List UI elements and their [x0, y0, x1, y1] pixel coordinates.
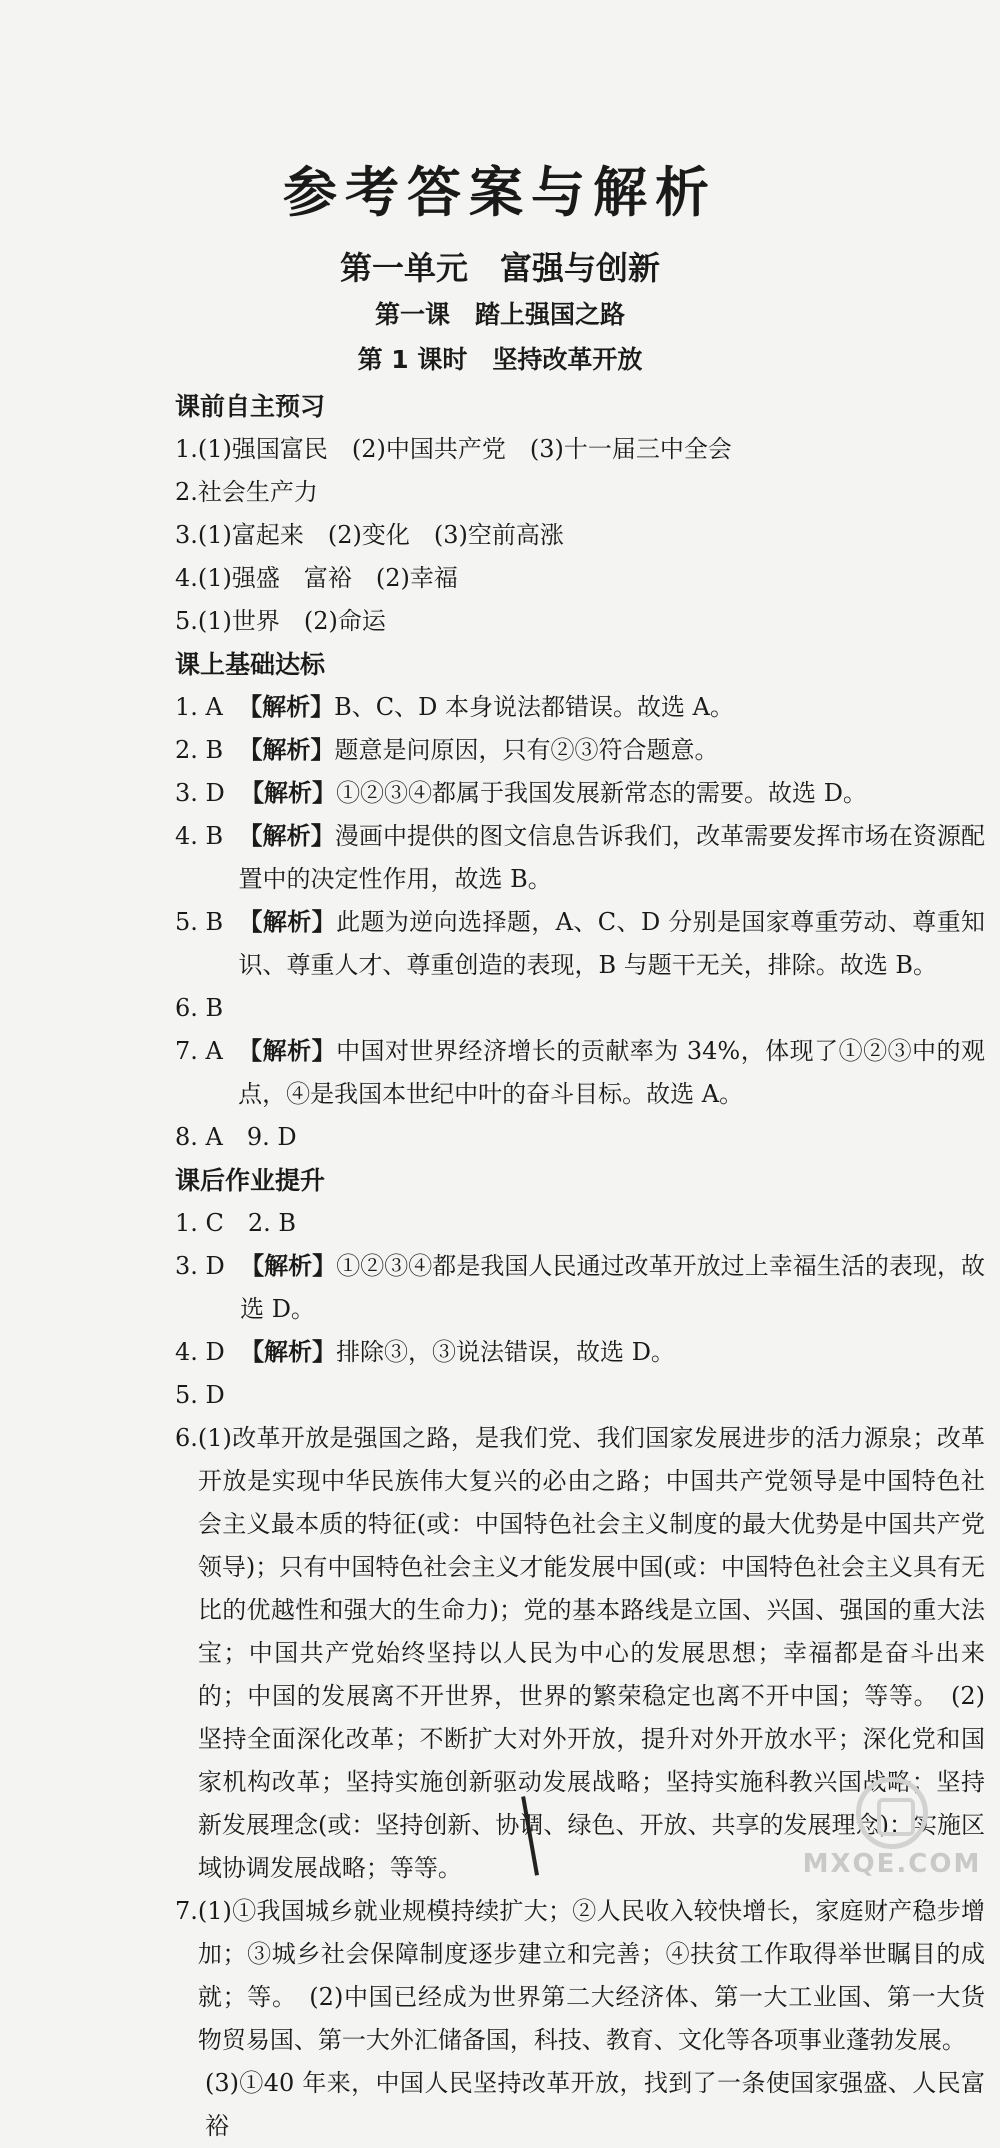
- item-number: 6.: [175, 1424, 198, 1452]
- item-continuation: (3)①40 年来，中国人民坚持改革开放，找到了一条使国家强盛、人民富裕: [205, 2069, 985, 2140]
- list-item: [175, 729, 985, 772]
- analysis-text: 中国对世界经济增长的贡献率为 34%，体现了①②③中的观点，④是我国本世纪中叶的奋斗目标。故选 A。: [238, 1037, 985, 1108]
- item-text: [238, 901, 985, 987]
- item-number: [175, 1202, 296, 1245]
- item-index: 4.: [175, 822, 198, 850]
- item-text: [240, 1245, 985, 1331]
- section-title-class: 课上基础达标: [175, 650, 326, 679]
- item-index: 4.: [175, 1338, 198, 1366]
- list-item: [175, 600, 985, 643]
- item-text: [240, 1331, 985, 1374]
- item-number: 5.: [175, 607, 198, 635]
- list-item: [175, 901, 985, 987]
- item-index: 3.: [175, 1252, 198, 1280]
- list-item: [175, 1116, 985, 1159]
- item-answer: B: [205, 822, 224, 850]
- list-item: [175, 1030, 985, 1116]
- analysis-text: B、C、D 本身说法都错误。故选 A。: [334, 693, 734, 721]
- item-text: (1)富起来 (2)变化 (3)空前高涨: [197, 521, 564, 549]
- item-index: 5.: [175, 908, 198, 936]
- item-text: (1)世界 (2)命运: [197, 607, 386, 635]
- item-number: 3.: [175, 521, 198, 549]
- watermark: [802, 1777, 982, 1879]
- analysis-tag: 【解析】: [238, 693, 335, 721]
- item-answer: D: [205, 1381, 225, 1409]
- watermark-logo-icon: [856, 1777, 928, 1849]
- item-index: 3.: [175, 779, 198, 807]
- item-index: 6.: [175, 994, 198, 1022]
- item-number: [175, 1030, 238, 1116]
- item-index: 8.: [175, 1123, 198, 1151]
- analysis-tag: 【解析】: [238, 822, 335, 850]
- item-text: [238, 1030, 985, 1116]
- analysis-text: ①②③④都属于我国发展新常态的需要。故选 D。: [336, 779, 867, 807]
- item-number: 2.: [175, 478, 198, 506]
- item-index: 1.: [175, 693, 198, 721]
- item-answer: B: [205, 908, 224, 936]
- item-number: [175, 1331, 240, 1374]
- item-number: 1.: [175, 435, 198, 463]
- analysis-text: 漫画中提供的图文信息告诉我们，改革需要发挥市场在资源配置中的决定性作用，故选 B。: [238, 822, 986, 893]
- answer-content: [175, 385, 985, 2148]
- period-heading: 第 1 课时 坚持改革开放: [357, 345, 643, 374]
- item-text: (1)强盛 富裕 (2)幸福: [197, 564, 458, 592]
- item-text: (1)强国富民 (2)中国共产党 (3)十一届三中全会: [197, 435, 732, 463]
- item-number: [175, 1374, 225, 1417]
- analysis-text: 此题为逆向选择题，A、C、D 分别是国家尊重劳动、尊重知识、尊重人才、尊重创造的表现，B 与题干无关，排除。故选 B。: [238, 908, 985, 979]
- list-item: [175, 1890, 985, 2062]
- item-text: (1)①我国城乡就业规模持续扩大；②人民收入较快增长，家庭财产稳步增加；③城乡社会保障制度逐步建立和完善；④扶贫工作取得举世瞩目的成就；等。 (2)中国已经成为世界第二大经济体、第一大工业国、第一大货物贸易国、第一大外汇储备国，科技、教育、文化等各项事业蓬勃发展。: [197, 1897, 985, 2054]
- item-text: [240, 772, 985, 815]
- analysis-tag: 【解析】: [240, 779, 337, 807]
- analysis-text: 排除③，③说法错误，故选 D。: [336, 1338, 675, 1366]
- item-number: [175, 772, 240, 815]
- list-item: [175, 987, 985, 1030]
- list-item: [175, 471, 985, 514]
- list-item: [175, 1245, 985, 1331]
- item-text: [238, 815, 985, 901]
- list-item: [175, 514, 985, 557]
- unit-heading: 第一单元 富强与创新: [339, 249, 660, 287]
- item-number: [175, 901, 238, 987]
- item-answer: A 9. D: [205, 1123, 297, 1151]
- item-text: [238, 729, 985, 772]
- page-title: 参考答案与解析: [283, 161, 717, 224]
- list-item: [175, 686, 985, 729]
- list-item: [175, 815, 985, 901]
- item-number: [175, 686, 238, 729]
- item-index: 7.: [175, 1037, 198, 1065]
- item-number: [175, 815, 238, 901]
- item-number: 7.: [175, 1897, 198, 1925]
- analysis-text: 题意是问原因，只有②③符合题意。: [334, 736, 719, 764]
- analysis-tag: 【解析】: [240, 1338, 337, 1366]
- watermark-text: MXQE.COM: [802, 1849, 982, 1879]
- item-index: 5.: [175, 1381, 198, 1409]
- analysis-text: ①②③④都是我国人民通过改革开放过上幸福生活的表现，故选 D。: [240, 1252, 985, 1323]
- item-answer: A: [205, 1037, 223, 1065]
- list-item: [175, 1202, 985, 1245]
- item-answer: D: [205, 1338, 225, 1366]
- list-item: [175, 428, 985, 471]
- item-answer: D: [205, 779, 225, 807]
- list-item: [175, 772, 985, 815]
- item-index: 1.: [175, 1209, 198, 1237]
- list-item: [175, 557, 985, 600]
- item-text: (1)改革开放是强国之路，是我们党、我们国家发展进步的活力源泉；改革开放是实现中华民族伟大复兴的必由之路；中国共产党领导是中国特色社会主义最本质的特征(或：中国特色社会主义制度的最大优势是中国共产党领导)；只有中国特色社会主义才能发展中国(或：中国特色社会主义具有无比的优越性和强大的生命力)；党的基本路线是立国、兴国、强国的重大法宝；中国共产党始终坚持以人民为中心的发展思想；幸福都是奋斗出来的；中国的发展离不开世界，世界的繁荣稳定也离不开中国；等等。 (2)坚持全面深化改革；不断扩大对外开放，提升对外开放水平；深化党和国家机构改革；坚持实施创新驱动发展战略；坚持实施科教兴国战略；坚持新发展理念(或：坚持创新、协调、绿色、开放、共享的发展理念)；实施区域协调发展战略；等等。: [197, 1424, 985, 1882]
- analysis-tag: 【解析】: [240, 1252, 337, 1280]
- item-text: 社会生产力: [197, 478, 318, 506]
- analysis-tag: 【解析】: [238, 1037, 337, 1065]
- item-answer: D: [205, 1252, 225, 1280]
- item-index: 2.: [175, 736, 198, 764]
- item-text: [238, 686, 985, 729]
- item-number: [175, 1116, 297, 1159]
- item-number: [175, 1245, 240, 1331]
- lesson-heading: 第一课 踏上强国之路: [374, 300, 625, 329]
- item-number: 4.: [175, 564, 198, 592]
- section-title-preview: 课前自主预习: [175, 392, 326, 421]
- item-answer: B: [205, 994, 224, 1022]
- analysis-tag: 【解析】: [238, 736, 335, 764]
- item-answer: B: [205, 736, 224, 764]
- analysis-tag: 【解析】: [238, 908, 337, 936]
- item-number: [175, 729, 238, 772]
- section-title-homework: 课后作业提升: [175, 1166, 326, 1195]
- item-answer: A: [205, 693, 223, 721]
- item-number: [175, 987, 223, 1030]
- list-item: [175, 1374, 985, 1417]
- item-answer: C 2. B: [205, 1209, 297, 1237]
- list-item: [175, 1331, 985, 1374]
